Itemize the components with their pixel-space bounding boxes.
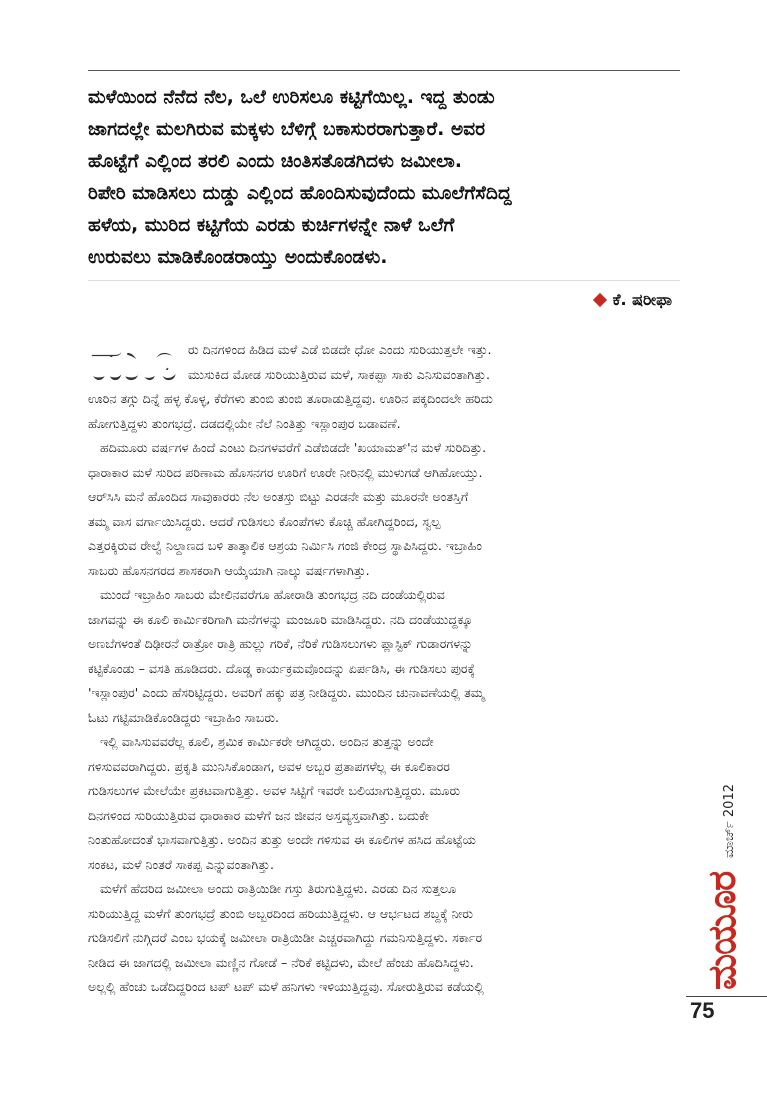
article-line: ನಿಂತುಹೋದಂತೆ ಭಾಸವಾಗುತ್ತಿತ್ತು. ಅಂದಿನ ತುತ್ತು ಅಂದೇ ಗಳಿಸುವ ಈ ಕೂಲಿಗಳ ಹಸಿದ ಹೊಟ್ಟೆಯ: [88, 832, 476, 847]
article-line: ಕಟ್ಟಿಕೊಂಡು – ವಸತಿ ಹೂಡಿದರು. ದೊಡ್ಡ ಕಾರ್ಯಕ್ರಮವೊಂದನ್ನು ಏರ್ಪಡಿಸಿ, ಈ ಗುಡಿಸಲು ಪುರಕ್ಕೆ: [88, 660, 475, 676]
article-line: ಸಾಬರು ಹೊಸನಗರದ ಶಾಸಕರಾಗಿ ಆಯ್ಕೆಯಾಗಿ ನಾಲ್ಕು ವರ್ಷಗಳಾಗಿತ್ತು.: [88, 562, 370, 578]
article-line: ಓಟು ಗಟ್ಟಿಮಾಡಿಕೊಂಡಿದ್ದರು ಇಬ್ರಾಹಿಂ ಸಾಬರು.: [88, 709, 280, 725]
article-line: ಅಣಬೆಗಳಂತೆ ದಿಢೀರನೆ ರಾತ್ರೋ ರಾತ್ರಿ ಹುಲ್ಲು ಗರಿಕೆ, ನೆರಿಕೆ ಗುಡಿಸಲುಗಳು ಪ್ಲಾಸ್ಟಿಕ್ ಗುಡಾರಗಳನ್ನು: [88, 636, 473, 651]
article-line: ಮಳೆಗೆ ಹೆದರಿದ ಜಮೀಲಾ ಅಂದು ರಾತ್ರಿಯಿಡೀ ಗಸ್ತು ತಿರುಗುತ್ತಿದ್ದಳು. ಎರಡು ದಿನ ಸುತ್ತಲೂ: [100, 881, 457, 896]
article-line: ಎತ್ತರಕ್ಕಿರುವ ರೇಲ್ವೆ ನಿಲ್ದಾಣದ ಬಳಿ ತಾತ್ಕಾಲಿಕ ಆಶ್ರಯ ನಿರ್ಮಿಸಿ ಗಂಜಿ ಕೇಂದ್ರ ಸ್ಥಾಪಿಸಿದ್ದರು. ಇಬ್ರಾಹಿಂ: [88, 538, 482, 553]
article-line: ಅಲ್ಲಲ್ಲಿ ಹೆಂಚು ಒಡೆದಿದ್ದರಿಂದ ಟಪ್ ಟಪ್ ಮಳೆ ಹನಿಗಳು ಇಳಿಯುತ್ತಿದ್ದವು. ಸೋರುತ್ತಿರುವ ಕಡೆಯಲ್ಲಿ: [88, 979, 484, 994]
article-line: ಗುಡಿಸಲಿಗೆ ನುಗ್ಗಿದರೆ ಎಂಬ ಭಯಕ್ಕೆ ಜಮೀಲಾ ರಾತ್ರಿಯಿಡೀ ಎಚ್ಚರವಾಗಿದ್ದು ಗಮನಿಸುತ್ತಿದ್ದಳು. ಸರ್ಕಾರ: [88, 930, 483, 945]
pull-quote-line: ಹೊಟ್ಟೆಗೆ ಎಲ್ಲಿಂದ ತರಲಿ ಎಂದು ಚಿಂತಿಸತೊಡಗಿದಳು ಜಮೀಲಾ.: [88, 151, 462, 172]
article-line: ಧಾರಾಕಾರ ಮಳೆ ಸುರಿದ ಪರಿಣಾಮ ಹೊಸನಗರ ಊರಿಗೆ ಊರೇ ನೀರಿನಲ್ಲಿ ಮುಳುಗಡೆ ಆಗಿಹೋಯ್ತು.: [88, 464, 483, 480]
article-line: ಸುರಿಯುತ್ತಿದ್ದ ಮಳೆಗೆ ತುಂಗಭದ್ರೆ ತುಂಬಿ ಅಬ್ಬರದಿಂದ ಹರಿಯುತ್ತಿದ್ದಳು. ಆ ಆರ್ಭಟದ ಶಬ್ದಕ್ಕೆ ನೀರು: [88, 905, 473, 921]
top-rule: [88, 70, 680, 71]
drop-cap: ಮೂ: [88, 327, 179, 395]
page-number: 75: [690, 998, 715, 1023]
article-line: 'ಇಸ್ಲಾಂಪುರ' ಎಂದು ಹೆಸರಿಟ್ಟಿದ್ದರು. ಅವರಿಗೆ ಹಕ್ಕು ಪತ್ರ ನೀಡಿದ್ದರು. ಮುಂದಿನ ಚುನಾವಣೆಯಲ್ಲಿ ತಮ್ಮ: [88, 685, 485, 700]
article-line: ಗುಡಿಸಲುಗಳ ಮೇಲೆಯೇ ಪ್ರಕಟವಾಗುತ್ತಿತ್ತು. ಅವಳ ಸಿಟ್ಟಿಗೆ ಇವರೇ ಬಲಿಯಾಗುತ್ತಿದ್ದರು. ಮೂರು: [88, 783, 461, 798]
article-line: ಜಾಗವನ್ನು ಈ ಕೂಲಿ ಕಾರ್ಮಿಕರಿಗಾಗಿ ಮನೆಗಳನ್ನು ಮಂಜೂರಿ ಮಾಡಿಸಿದ್ದರು. ನದಿ ದಂಡೆಯುದ್ದಕ್ಕೂ: [88, 611, 473, 627]
pull-quote-line: ಮಳೆಯಿಂದ ನೆನೆದ ನೆಲ, ಒಲೆ ಉರಿಸಲೂ ಕಟ್ಟಿಗೆಯಿಲ್ಲ. ಇದ್ದ ತುಂಡು: [88, 87, 495, 108]
article-line: ಹೋಗುತ್ತಿದ್ದಳು ತುಂಗಭದ್ರೆ. ದಡದಲ್ಲಿಯೇ ನೆಲೆ ನಿಂತಿತ್ತು ಇಸ್ಲಾಂಪುರ ಬಡಾವಣೆ.: [88, 415, 401, 431]
article-line: ಸಂಕಟ, ಮಳೆ ನಿಂತರೆ ಸಾಕಪ್ಪ ಎನ್ನುವಂತಾಗಿತ್ತು.: [88, 856, 274, 872]
pull-quote: [88, 82, 680, 274]
pull-quote-line: ಹಳೆಯ, ಮುರಿದ ಕಟ್ಟಿಗೆಯ ಎರಡು ಕುರ್ಚಿಗಳನ್ನೇ ನಾಳೆ ಒಲೆಗೆ: [88, 215, 455, 236]
article-line: ಹದಿಮೂರು ವರ್ಷಗಳ ಹಿಂದೆ ಎಂಟು ದಿನಗಳವರೆಗೆ ಎಡೆಬಿಡದೇ 'ಖಯಾಮತ್'ನ ಮಳೆ ಸುರಿದಿತ್ತು.: [100, 440, 487, 455]
author-name: ಕೆ. ಷರೀಫಾ: [612, 290, 672, 309]
article-line: ತಮ್ಮ ವಾಸ ವರ್ಗಾಯಿಸಿದ್ದರು. ಆದರೆ ಗುಡಿಸಲು ಕೊಂಪೆಗಳು ಕೊಚ್ಚಿ ಹೋಗಿದ್ದರಿಂದ, ಸ್ವಲ್ಪ: [88, 513, 441, 529]
issue-date: ಮಾರ್ಚ್ 2012: [722, 784, 737, 858]
divider: [88, 280, 680, 281]
pull-quote-line: ಉರುವಲು ಮಾಡಿಕೊಂಡರಾಯ್ತು ಅಂದುಕೊಂಡಳು.: [88, 247, 388, 268]
author-byline: [595, 290, 672, 310]
page-number-rule: [686, 996, 767, 997]
article-body: [88, 327, 680, 1000]
article-line: ಮುಸುಕಿದ ಮೋಡ ಸುರಿಯುತ್ತಿರುವ ಮಳೆ, ಸಾಕಪ್ಪಾ ಸಾಕು ಎನಿಸುವಂತಾಗಿತ್ತು.: [188, 366, 490, 382]
article-line: ದಿನಗಳಿಂದ ಸುರಿಯುತ್ತಿರುವ ಧಾರಾಕಾರ ಮಳೆಗೆ ಜನ ಜೀವನ ಅಸ್ತವ್ಯಸ್ತವಾಗಿತ್ತು. ಬದುಕೇ: [88, 807, 429, 823]
pull-quote-line: ರಿಪೇರಿ ಮಾಡಿಸಲು ದುಡ್ಡು ಎಲ್ಲಿಂದ ಹೊಂದಿಸುವುದೆಂದು ಮೂಲೆಗೆಸೆದಿದ್ದ: [88, 183, 512, 204]
diamond-bullet-icon: [593, 293, 607, 307]
article-line: ನೀಡಿದ ಈ ಜಾಗದಲ್ಲಿ ಜಮೀಲಾ ಮಣ್ಣಿನ ಗೋಡೆ – ನೆರಿಕೆ ಕಟ್ಟಿದಳು, ಮೇಲೆ ಹೆಂಚು ಹೊದಿಸಿದ್ದಳು.: [88, 954, 474, 970]
article-line: ರು ದಿನಗಳಿಂದ ಹಿಡಿದ ಮಳೆ ಎಡೆ ಬಿಡದೇ ಧೋ ಎಂದು ಸುರಿಯುತ್ತಲೇ ಇತ್ತು.: [188, 342, 492, 357]
article-line: ಗಳಿಸುವವರಾಗಿದ್ದರು. ಪ್ರಕೃತಿ ಮುನಿಸಿಕೊಂಡಾಗ, ಅವಳ ಅಬ್ಬರ ಪ್ರತಾಪಗಳೆಲ್ಲ ಈ ಕೂಲಿಕಾರರ: [88, 758, 450, 774]
pull-quote-line: ಜಾಗದಲ್ಲೇ ಮಲಗಿರುವ ಮಕ್ಕಳು ಬೆಳಿಗ್ಗೆ ಬಕಾಸುರರಾಗುತ್ತಾರೆ. ಅವರ: [88, 119, 486, 140]
article-line: ಆರ್‌ಸಿಸಿ ಮನೆ ಹೊಂದಿದ ಸಾವುಕಾರರು ನೆಲ ಅಂತಸ್ತು ಬಿಟ್ಟು ಎರಡನೇ ಮತ್ತು ಮೂರನೇ ಅಂತಸ್ತಿಗೆ: [88, 489, 469, 504]
article-line: ಮುಂದೆ ಇಬ್ರಾಹಿಂ ಸಾಬರು ಮೇಲಿನವರೆಗೂ ಹೋರಾಡಿ ತುಂಗಭದ್ರ ನದಿ ದಂಡೆಯಲ್ಲಿರುವ: [100, 587, 445, 602]
article-line: ಇಲ್ಲಿ ವಾಸಿಸುವವರೆಲ್ಲ ಕೂಲಿ, ಶ್ರಮಿಕ ಕಾರ್ಮಿಕರೇ ಆಗಿದ್ದರು. ಅಂದಿನ ತುತ್ತನ್ನು ಅಂದೇ: [100, 734, 434, 749]
article-line: ಊರಿನ ತಗ್ಗು ದಿನ್ನೆ ಹಳ್ಳ ಕೊಳ್ಳ, ಕೆರೆಗಳು ತುಂಬಿ ತುಂಬಿ ತೂರಾಡುತ್ತಿದ್ದವು. ಊರಿನ ಪಕ್ಕದಿಂದಲೇ ಹರಿದು: [88, 391, 493, 406]
magazine-logo: ಮಯೂರ: [700, 871, 744, 990]
